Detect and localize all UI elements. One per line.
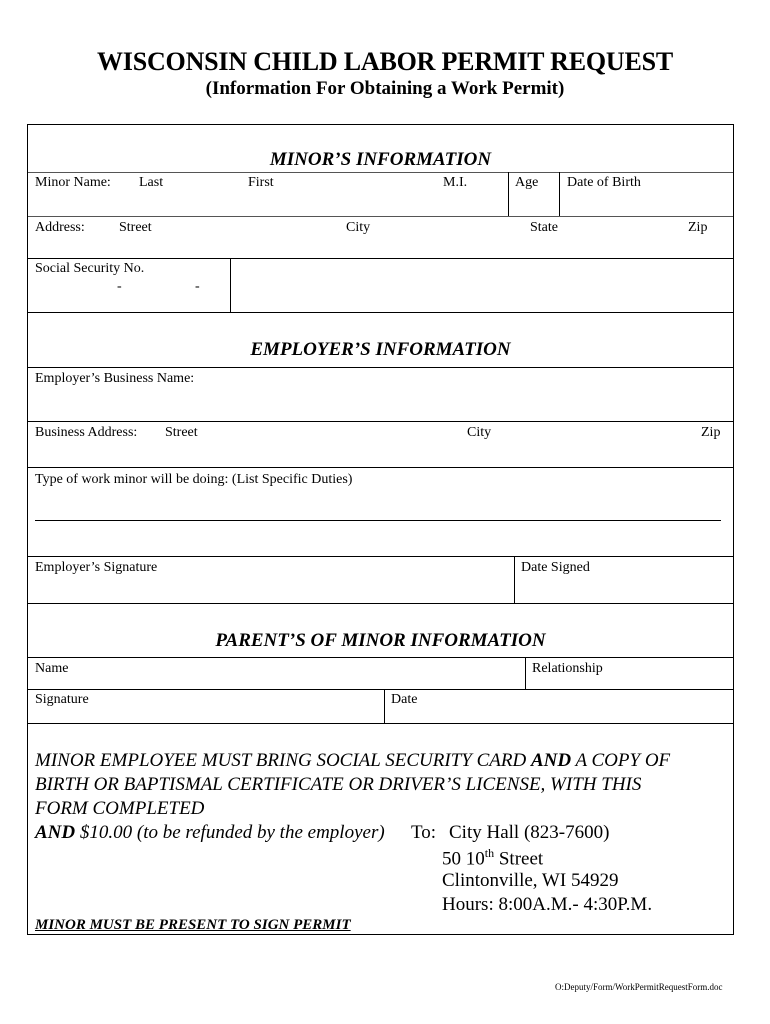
divider (525, 657, 526, 689)
divider (28, 689, 733, 690)
presence-note: MINOR MUST BE PRESENT TO SIGN PERMIT (35, 917, 351, 933)
divider (28, 556, 733, 557)
minor-section-title: MINOR’S INFORMATION (269, 149, 492, 170)
file-path: O:Deputy/Form/WorkPermitRequestForm.doc (555, 982, 723, 992)
divider (28, 421, 733, 422)
first-name-label: First (248, 175, 274, 190)
work-type-label: Type of work minor will be doing: (List Specific Duties) (35, 472, 353, 487)
age-label: Age (515, 175, 539, 190)
business-street-label: Street (165, 425, 198, 440)
minor-name-label: Minor Name: (35, 175, 111, 190)
divider (28, 723, 733, 724)
page-title: WISCONSIN CHILD LABOR PERMIT REQUEST (97, 47, 673, 76)
employer-section-title: EMPLOYER’S INFORMATION (250, 339, 511, 360)
business-address-label: Business Address: (35, 425, 138, 440)
divider (28, 367, 733, 368)
relationship-label: Relationship (532, 661, 603, 676)
ssn-label: Social Security No. (35, 261, 145, 276)
ssn-dash: - (195, 279, 200, 294)
office-name: City Hall (823-7600) (449, 822, 610, 843)
divider (559, 172, 560, 216)
office-city-state-zip: Clintonville, WI 54929 (442, 870, 619, 891)
divider (508, 172, 509, 216)
date-signed-label: Date Signed (521, 560, 590, 575)
divider (28, 603, 733, 604)
state-label: State (530, 220, 558, 235)
instruction-line: BIRTH OR BAPTISMAL CERTIFICATE OR DRIVER’S LICENSE, WITH THIS (35, 774, 642, 795)
divider (514, 556, 515, 603)
parent-date-label: Date (391, 692, 418, 707)
divider (28, 216, 733, 217)
parent-section-title: PARENT’S OF MINOR INFORMATION (215, 630, 546, 651)
middle-initial-label: M.I. (443, 175, 468, 190)
date-of-birth-label: Date of Birth (567, 175, 641, 190)
office-hours: Hours: 8:00A.M.- 4:30P.M. (442, 894, 653, 915)
work-duties-line (35, 520, 721, 521)
address-label: Address: (35, 220, 85, 235)
divider (28, 172, 733, 173)
mail-to-label: To: (411, 822, 437, 843)
employer-signature-label: Employer’s Signature (35, 560, 158, 575)
street-label: Street (119, 220, 152, 235)
page-subtitle: (Information For Obtaining a Work Permit) (205, 78, 565, 99)
instruction-line: AND $10.00 (to be refunded by the employer) (35, 822, 385, 843)
business-zip-label: Zip (701, 425, 721, 440)
parent-signature-label: Signature (35, 692, 89, 707)
parent-name-label: Name (35, 661, 69, 676)
instruction-line: MINOR EMPLOYEE MUST BRING SOCIAL SECURITY CARD AND A COPY OF (35, 750, 671, 771)
divider (28, 467, 733, 468)
divider (230, 258, 231, 312)
zip-label: Zip (688, 220, 708, 235)
city-label: City (346, 220, 371, 235)
instruction-line: FORM COMPLETED (35, 798, 205, 819)
business-city-label: City (467, 425, 492, 440)
divider (28, 312, 733, 313)
ssn-dash: - (117, 279, 122, 294)
business-name-label: Employer’s Business Name: (35, 371, 195, 386)
last-name-label: Last (139, 175, 164, 190)
divider (28, 657, 733, 658)
divider (28, 258, 733, 259)
office-street: 50 10th Street (442, 846, 544, 870)
divider (384, 689, 385, 723)
